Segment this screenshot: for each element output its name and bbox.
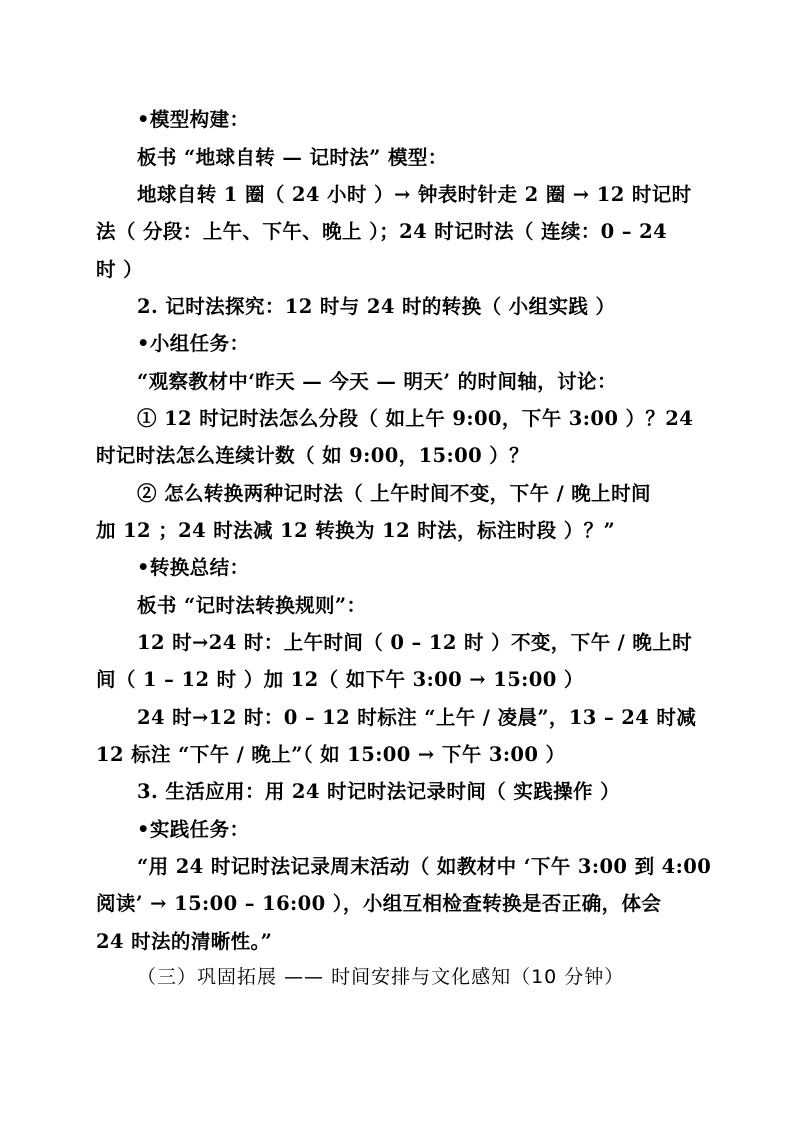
paragraph-line: 12 时→24 时：上午时间（ 0 – 12 时 ）不变，下午 / 晚上时 <box>137 631 693 654</box>
paragraph-line: 法（ 分段：上午、下午、晚上 ）；24 时记时法（ 连续：0 – 24 <box>96 220 668 243</box>
paragraph-line: 24 时→12 时：0 – 12 时标注 “上午 / 凌晨”，13 – 24 时减 <box>137 706 697 729</box>
paragraph-line: 板书 “记时法转换规则”： <box>137 594 367 617</box>
paragraph-line: 2. 记时法探究：12 时与 24 时的转换（ 小组实践 ） <box>137 295 616 318</box>
paragraph-line: 12 标注 “下午 / 晚上”（ 如 15:00 → 下午 3:00 ） <box>96 743 566 766</box>
paragraph-line: “观察教材中‘昨天 — 今天 — 明天’ 的时间轴，讨论： <box>137 370 617 393</box>
paragraph-line: 阅读’ → 15:00 – 16:00 ），小组互相检查转换是否正确，体会 <box>96 892 662 915</box>
paragraph-line: 地球自转 1 圈（ 24 小时 ）→ 钟表时针走 2 圈 → 12 时记时 <box>137 183 692 206</box>
paragraph-line: •转换总结： <box>137 556 250 579</box>
paragraph-line: ① 12 时记时法怎么分段（ 如上午 9:00，下午 3:00 ）？24 <box>137 407 694 430</box>
paragraph-line: 间（ 1 – 12 时 ）加 12（ 如下午 3:00 → 15:00 ） <box>96 668 584 691</box>
paragraph-line: •模型构建： <box>137 108 250 131</box>
paragraph-line: 24 时法的清晰性。” <box>96 930 273 953</box>
paragraph-line: 加 12 ；24 时法减 12 转换为 12 时法，标注时段 ）？” <box>96 519 616 542</box>
paragraph-line: 时 ） <box>96 258 143 281</box>
paragraph-line: “用 24 时记时法记录周末活动（ 如教材中 ‘下午 3:00 到 4:00 <box>137 855 712 878</box>
paragraph-line: 时记时法怎么连续计数（ 如 9:00，15:00 ）？ <box>96 444 530 467</box>
paragraph-line: •实践任务： <box>137 818 250 841</box>
paragraph-line: ② 怎么转换两种记时法（ 上午时间不变，下午 / 晚上时间 <box>137 482 651 505</box>
paragraph-line: 3. 生活应用：用 24 时记时法记录时间（ 实践操作 ） <box>137 780 621 803</box>
paragraph-line: 板书 “地球自转 — 记时法” 模型： <box>137 146 448 169</box>
paragraph-line: •小组任务： <box>137 332 250 355</box>
section-heading: （三）巩固拓展 —— 时间安排与文化感知（10 分钟） <box>137 966 625 988</box>
